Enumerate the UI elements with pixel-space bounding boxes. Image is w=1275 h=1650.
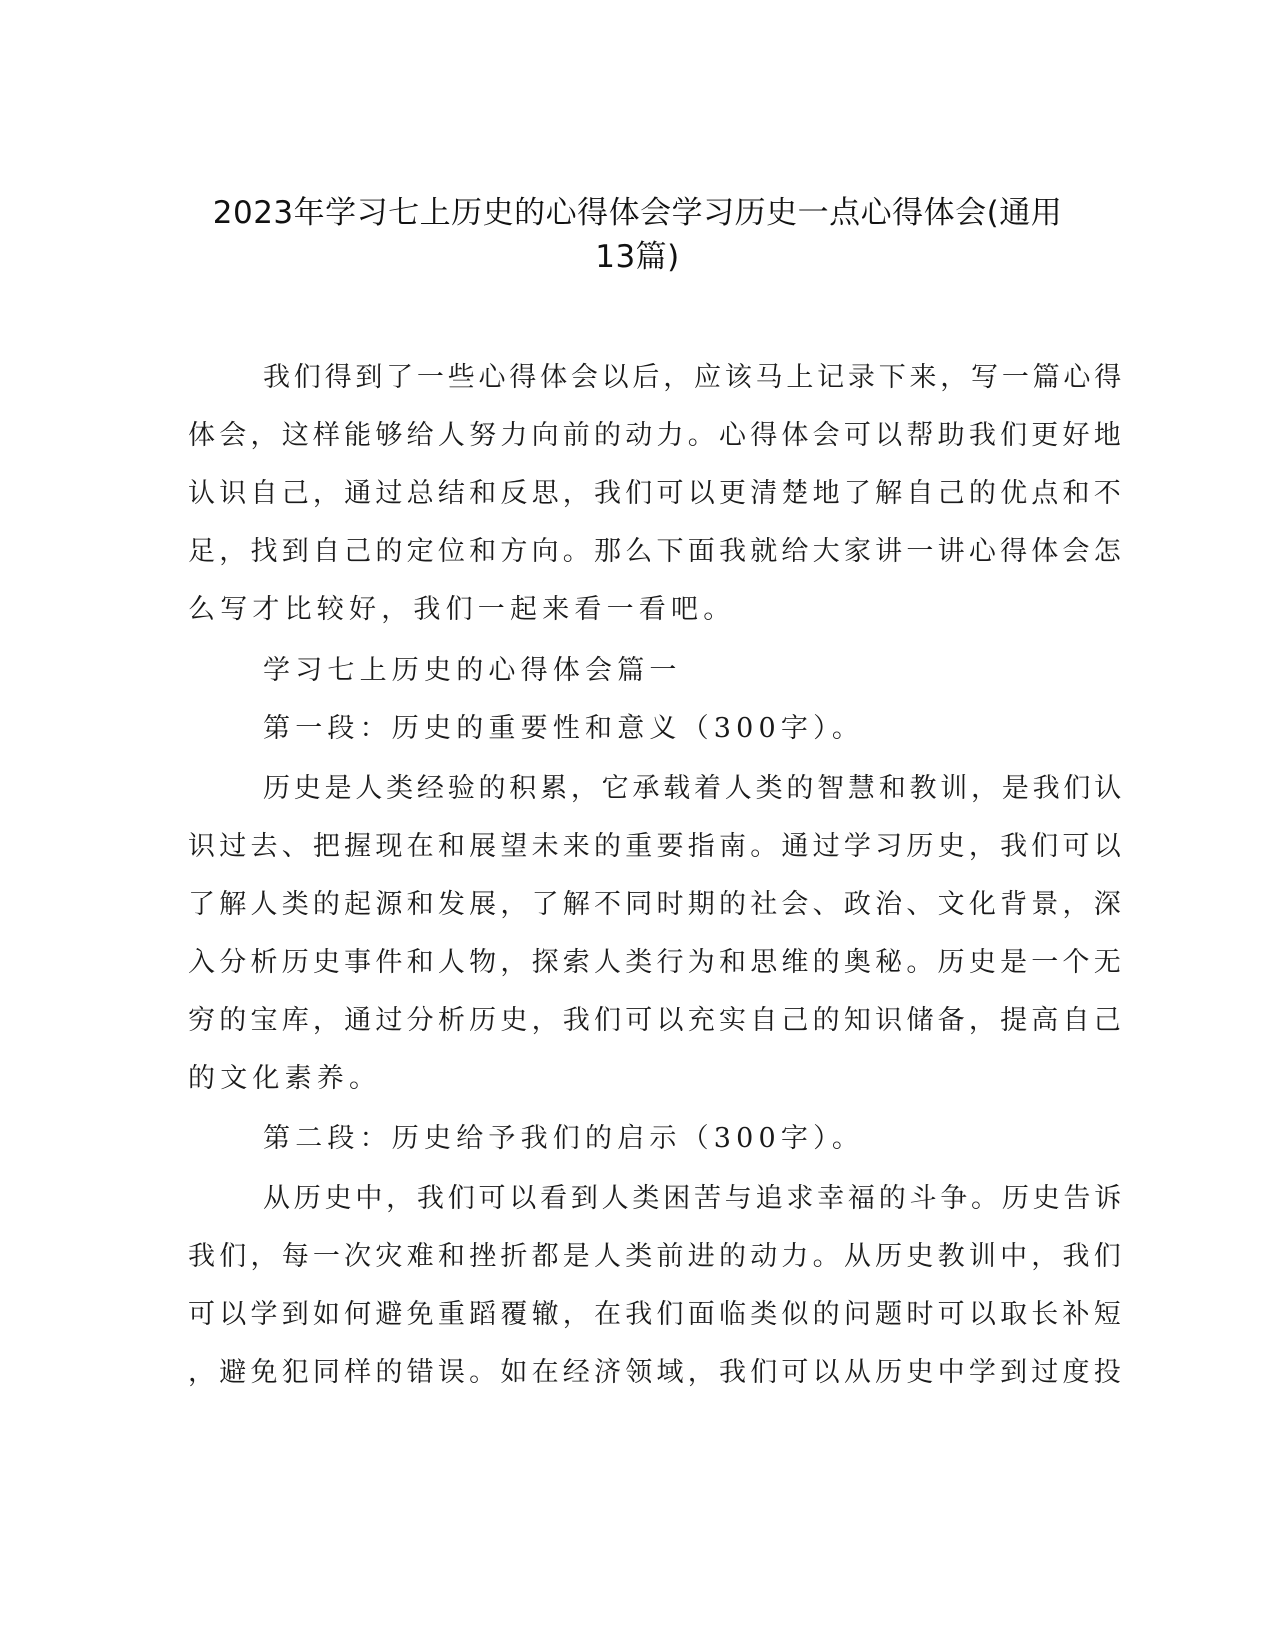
body-line: ，避免犯同样的错误。如在经济领域，我们可以从历史中学到过度投 xyxy=(188,1357,1125,1388)
body-line: 从历史中，我们可以看到人类困苦与追求幸福的斗争。历史告诉 xyxy=(263,1183,1125,1214)
body-line: 我们得到了一些心得体会以后，应该马上记录下来，写一篇心得 xyxy=(263,362,1125,393)
body-line: 认识自己，通过总结和反思，我们可以更清楚地了解自己的优点和不 xyxy=(188,478,1125,509)
body-line: 历史是人类经验的积累，它承载着人类的智慧和教训，是我们认 xyxy=(263,773,1125,804)
body-line: 我们，每一次灾难和挫折都是人类前进的动力。从历史教训中，我们 xyxy=(188,1241,1125,1272)
body-line: 入分析历史事件和人物，探索人类行为和思维的奥秘。历史是一个无 xyxy=(188,947,1125,978)
body-line: 的文化素养。 xyxy=(188,1063,382,1094)
document-title-line-1: 2023年学习七上历史的心得体会学习历史一点心得体会(通用 xyxy=(212,195,1063,231)
document-title-line-2: 13篇) xyxy=(595,239,680,275)
paragraph-heading: 第二段：历史给予我们的启示（300字）。 xyxy=(263,1123,865,1154)
paragraph-heading: 第一段：历史的重要性和意义（300字）。 xyxy=(263,713,865,744)
body-line: 了解人类的起源和发展，了解不同时期的社会、政治、文化背景，深 xyxy=(188,889,1125,920)
section-heading: 学习七上历史的心得体会篇一 xyxy=(263,655,682,686)
body-line: 识过去、把握现在和展望未来的重要指南。通过学习历史，我们可以 xyxy=(188,831,1125,862)
body-line: 穷的宝库，通过分析历史，我们可以充实自己的知识储备，提高自己 xyxy=(188,1005,1125,1036)
body-line: 么写才比较好，我们一起来看一看吧。 xyxy=(188,594,736,625)
body-line: 足，找到自己的定位和方向。那么下面我就给大家讲一讲心得体会怎 xyxy=(188,536,1125,567)
body-line: 可以学到如何避免重蹈覆辙，在我们面临类似的问题时可以取长补短 xyxy=(188,1299,1125,1330)
body-line: 体会，这样能够给人努力向前的动力。心得体会可以帮助我们更好地 xyxy=(188,420,1125,451)
